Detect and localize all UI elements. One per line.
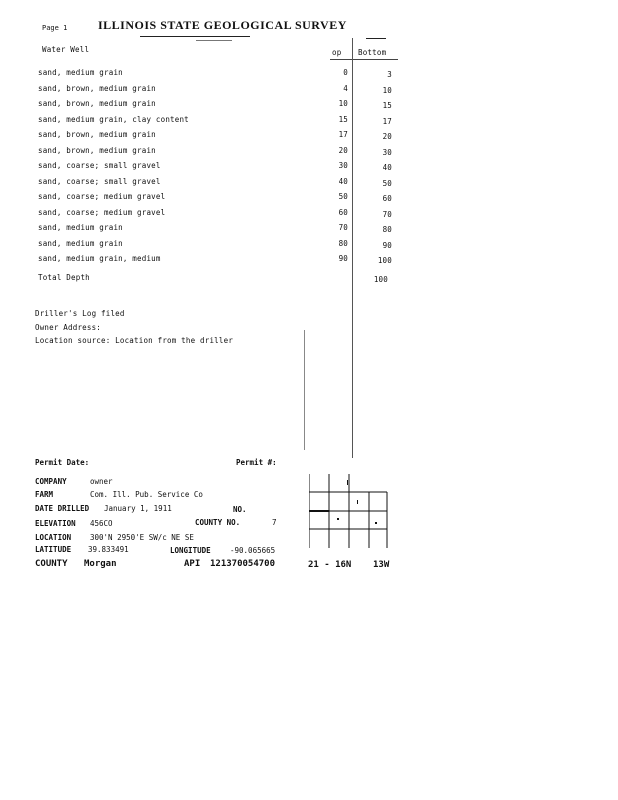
column-divider — [352, 38, 353, 458]
title-underline-2 — [196, 40, 232, 41]
farm-label: FARM — [35, 490, 54, 499]
well-type: Water Well — [42, 45, 90, 54]
column-top-header: op — [332, 48, 342, 57]
section-township: 21 - 16N — [308, 560, 352, 570]
layer-description: sand, coarse; medium gravel — [38, 207, 166, 217]
layer-top: 10 — [338, 99, 348, 108]
layer-bottom: 70 — [382, 209, 392, 219]
layer-top: 30 — [338, 161, 348, 170]
longitude-value: -90.065665 — [230, 546, 276, 555]
owner-address: Owner Address: — [35, 323, 102, 332]
layer-bottom: 3 — [387, 70, 392, 79]
range: 13W — [373, 560, 390, 570]
layer-top: 4 — [343, 83, 348, 93]
layer-description: sand, medium grain, medium — [38, 254, 161, 263]
no-label: NO. — [233, 505, 247, 514]
permit-date: Permit Date: — [35, 458, 90, 467]
layer-top: 70 — [338, 223, 348, 232]
layer-bottom: 15 — [382, 101, 392, 110]
layer-bottom: 17 — [382, 116, 392, 126]
latitude-label: LATITUDE — [35, 545, 72, 554]
layer-bottom: 50 — [382, 178, 392, 188]
county-label: COUNTY — [35, 559, 68, 569]
layer-bottom: 20 — [382, 132, 392, 141]
layer-bottom: 90 — [382, 240, 392, 250]
layer-description: sand, brown, medium grain — [38, 130, 156, 139]
layer-top: 90 — [338, 254, 348, 263]
title-underline — [140, 36, 250, 37]
layer-top: 60 — [338, 207, 348, 217]
layer-top: 40 — [338, 176, 348, 186]
api-label: API — [184, 559, 201, 569]
api-value: 121370054700 — [210, 559, 276, 569]
layer-bottom: 80 — [382, 225, 392, 234]
longitude-label: LONGITUDE — [170, 546, 211, 555]
layer-top: 17 — [338, 130, 348, 139]
page-title: ILLINOIS STATE GEOLOGICAL SURVEY — [98, 18, 347, 32]
location-value: 300'N 2950'E SW/c NE SE — [90, 533, 194, 542]
layer-top: 20 — [338, 145, 348, 155]
layer-description: sand, coarse; medium gravel — [38, 192, 166, 201]
county-no-value: 7 — [272, 518, 277, 527]
layer-description: sand, medium grain — [38, 238, 123, 248]
county-no-label: COUNTY NO. — [195, 518, 241, 527]
layer-description: sand, coarse; small gravel — [38, 161, 161, 170]
layer-top: 0 — [343, 68, 348, 77]
permit-number: Permit #: — [236, 458, 277, 467]
layer-description: sand, brown, medium grain — [38, 145, 156, 155]
total-depth-label: Total Depth — [38, 273, 90, 282]
layer-bottom: 100 — [377, 256, 392, 265]
layer-bottom: 40 — [382, 163, 392, 172]
header-mark — [366, 38, 386, 39]
elevation-label: ELEVATION — [35, 519, 76, 528]
layer-bottom: 10 — [382, 85, 392, 95]
date-drilled-value: January 1, 1911 — [104, 504, 172, 513]
layer-description: sand, medium grain — [38, 223, 123, 232]
company-value: owner — [90, 477, 113, 486]
section-location-grid — [309, 474, 389, 548]
date-drilled-label: DATE DRILLED — [35, 504, 90, 513]
layer-top: 15 — [338, 114, 348, 124]
drillers-log-note: Driller's Log filed — [35, 309, 125, 318]
page-number: Page 1 — [42, 24, 68, 32]
elevation-value: 456CO — [90, 519, 113, 528]
layer-bottom: 60 — [382, 194, 392, 203]
layer-description: sand, medium grain — [38, 68, 123, 77]
total-depth-value: 100 — [373, 275, 388, 284]
layer-bottom: 30 — [382, 147, 392, 157]
layer-top: 80 — [338, 238, 348, 248]
layer-description: sand, brown, medium grain — [38, 83, 156, 93]
county-value: Morgan — [84, 559, 117, 569]
column-divider-2 — [304, 330, 305, 450]
farm-value: Com. Ill. Pub. Service Co — [90, 490, 203, 499]
layer-description: sand, brown, medium grain — [38, 99, 156, 108]
latitude-value: 39.833491 — [88, 545, 129, 554]
location-source: Location source: Location from the driller — [35, 336, 234, 345]
layer-description: sand, medium grain, clay content — [38, 114, 189, 124]
location-label: LOCATION — [35, 533, 72, 542]
company-label: COMPANY — [35, 477, 67, 486]
layer-top: 50 — [338, 192, 348, 201]
header-rule — [330, 59, 398, 60]
column-bottom-header: Bottom — [358, 48, 387, 57]
layer-description: sand, coarse; small gravel — [38, 176, 161, 186]
